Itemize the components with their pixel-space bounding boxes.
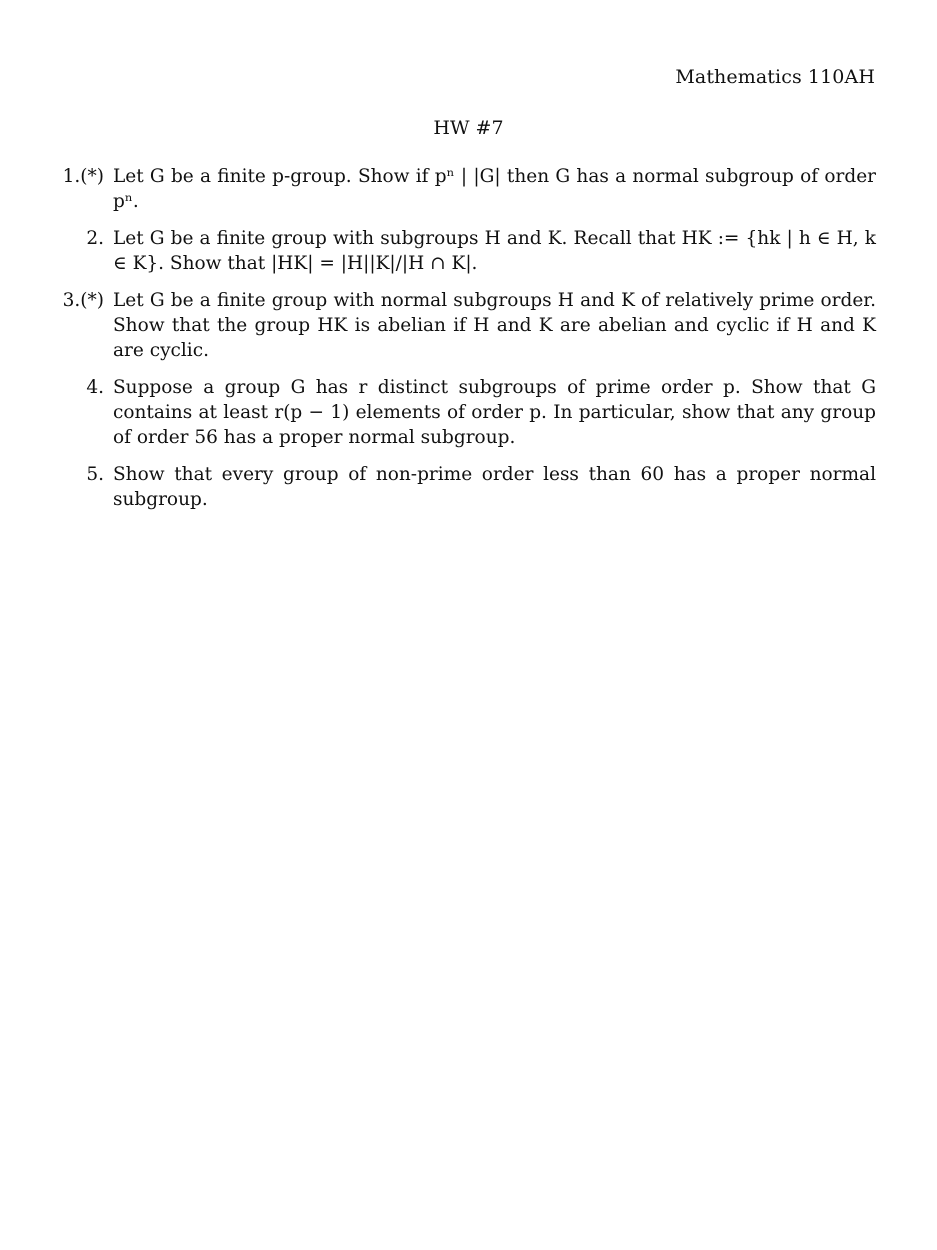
problem-text: Let G be a finite group with subgroups H and K. Recall that HK := {hk | h ∈ H, k ∈ K}. Show that |HK| = |H||K|/|H ∩ K|. bbox=[113, 228, 876, 274]
problem-number: 1.(*) bbox=[62, 166, 104, 187]
problem-4 bbox=[50, 375, 876, 450]
problem-number: 2. bbox=[86, 228, 104, 249]
problem-number: 4. bbox=[86, 377, 104, 398]
problem-5 bbox=[50, 462, 876, 512]
page-title: HW #7 bbox=[433, 117, 504, 139]
problem-number: 5. bbox=[86, 464, 104, 485]
problem-text: Show that every group of non-prime order less than 60 has a proper normal subgroup. bbox=[113, 464, 876, 510]
problem-2 bbox=[50, 226, 876, 276]
problem-list bbox=[50, 164, 876, 524]
problem-text: Let G be a finite p-group. Show if pⁿ | |G| then G has a normal subgroup of order pⁿ. bbox=[113, 166, 876, 212]
problem-text: Suppose a group G has r distinct subgroups of prime order p. Show that G contains at least r(p − 1) elements of order p. In particular, show that any group of order 56 has a proper normal subgroup. bbox=[113, 377, 876, 448]
problem-text: Let G be a finite group with normal subgroups H and K of relatively prime order. Show that the group HK is abelian if H and K are abelian and cyclic if H and K are cyclic. bbox=[113, 290, 876, 361]
problem-number: 3.(*) bbox=[62, 290, 104, 311]
problem-3 bbox=[50, 288, 876, 363]
problem-1 bbox=[50, 164, 876, 214]
course-name: Mathematics 110AH bbox=[675, 66, 875, 88]
